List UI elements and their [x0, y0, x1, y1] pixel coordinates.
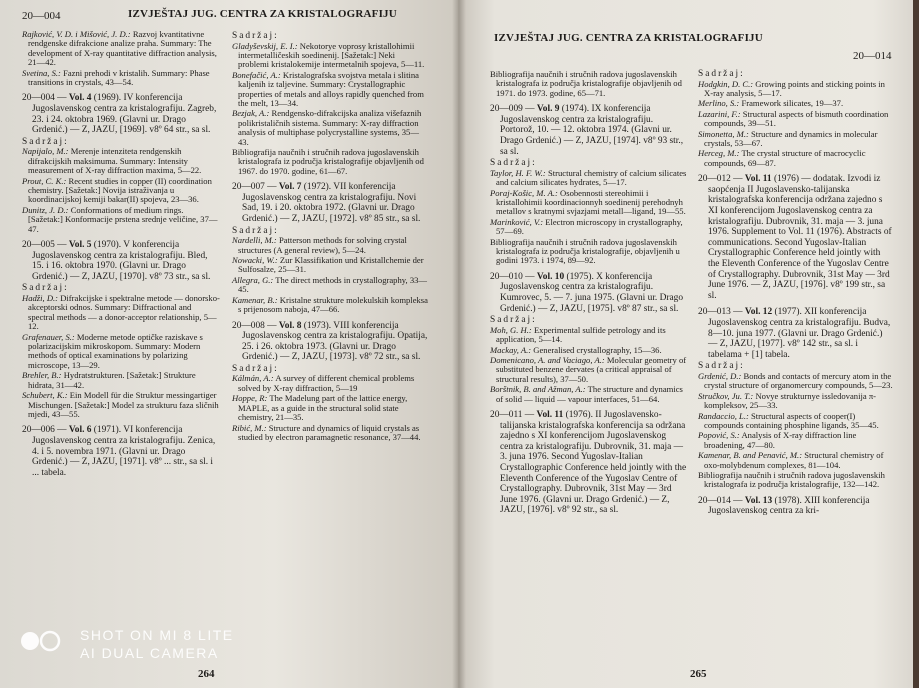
contents-item: [232, 296, 428, 315]
entry-body: [490, 272, 688, 314]
entry-text: (1975). X konferencija Jugoslavenskog centra za kristalografiju. Kumrovec, 5. — 7. juna 1975. (Glavni ur. Drago Grdenić.) — Z, JAZU, [1975]. v8º 87 str., sa sl.: [500, 271, 684, 314]
contents-item: [490, 385, 688, 404]
left-runhead-number: 20—004: [22, 10, 61, 22]
left-page-number: 264: [198, 668, 215, 680]
contents-text: Osobennosti stereohimii i kristallohimii koordinacionnyh soedinenij perehodnyh metallov s kratnymi svjazjami metall—ligand, 19—55.: [496, 187, 686, 217]
contents-item: [232, 42, 428, 70]
entry-volume: Vol. 11: [536, 410, 564, 421]
contents-list: [698, 80, 894, 169]
contents-list: [490, 169, 688, 266]
contents-author: Randaccio, L.:: [698, 410, 749, 421]
contents-text: The Madelung part of the lattice energy, MAPLE, as a guide in the structural solid state chemistry, 21—35.: [238, 393, 408, 423]
contents-text: Fazni prehodi v kristalih. Summary: Phase transitions in crystals, 43—54.: [28, 67, 210, 88]
entry-volume: Vol. 9: [536, 104, 560, 115]
contents-heading: Sadržaj:: [698, 69, 745, 79]
contents-item: [698, 80, 894, 99]
contents-author: Moh, G. H.:: [490, 324, 532, 335]
contents-author: Allegra, G.:: [232, 274, 274, 285]
contents-item: [232, 374, 428, 393]
contents-author: Prout, C. K.:: [22, 175, 67, 186]
contents-text: The structure and dynamics of solid — liquid — vapour interfaces, 51—64.: [496, 384, 683, 404]
contents-text: Razvoj kvantitativne rendgenske difrakcione analize praha. Summary: The development of X-ray quantitative diffraction analysis, 21—42.: [28, 29, 217, 68]
right-page-number: 265: [690, 668, 707, 680]
contents-text: Bonds and contacts of mercury atom in the crystal structure of organomercury compounds, 5—23.: [704, 370, 893, 391]
contents-author: Kamenar, B.:: [232, 294, 278, 305]
contents-item: [232, 236, 428, 255]
entry-volume: Vol. 11: [744, 174, 772, 185]
entry-number: 20—011 —: [490, 410, 537, 421]
contents-item: [232, 109, 428, 147]
contents-heading: Sadržaj:: [490, 315, 537, 326]
contents-heading: Sadržaj:: [232, 225, 279, 236]
contents-author: Herceg, M.:: [698, 148, 740, 159]
right-column-2: [698, 68, 894, 523]
contents-author: Hadži, D.:: [22, 293, 59, 304]
contents-author: Merlino, S.:: [698, 98, 740, 109]
contents-author: Simonetta, M.:: [698, 128, 749, 139]
contents-author: Bezjak, A.:: [232, 108, 270, 119]
entry-number: 20—013 —: [698, 307, 745, 318]
entry-text: (1976). II Jugoslavensko-talijanska kristalografska konferencija sa održana zajedno s XI konferencijom Jugoslavenskog centra za kristalografiju. Dubrovnik, 31. maja — 3. juna 1976. Second Yugoslav-Italian Crystallographic Conference held jointly with the Eleventh Conference of the Yugoslav Centre of Crystallography. Dubrovnik, 31st May — 3rd June 1976. (Glavni ur. Drago Grdenić.) — Z, JAZU, [1976]. v8º 92 str., sa sl.: [500, 410, 687, 516]
bibliography-entry: [698, 174, 894, 301]
bibliography-entry: [490, 104, 688, 266]
contents-text: Bibliografija naučnih i stručnih radova jugoslavenskih kristalografa iz područja kristalografije, objavljenih u godini 1973. i 1974, 89—92.: [490, 236, 680, 266]
contents-item: [490, 189, 688, 217]
contents-item: [22, 147, 220, 175]
contents-item: [490, 238, 688, 266]
contents-item: [490, 356, 688, 384]
contents-heading: Sadržaj:: [698, 361, 745, 372]
contents-author: Brehler, B.:: [22, 370, 62, 381]
entry-volume: Vol. 10: [536, 271, 565, 282]
entry-text: (1974). IX konferencija Jugoslavenskog centra za kristalografiju. Portorož, 10. — 12. oktobra 1974. (Glavni ur. Drago Grdenić.) — Z, JAZU, [1974]. v8º 93 str., sa sl.: [500, 104, 684, 157]
contents-text: Generalised crystallography, 15—36.: [533, 344, 662, 355]
entry-number: 20—007 —: [232, 182, 279, 193]
bibliography-entry: [698, 307, 894, 489]
contents-text: Hydratstrukturen. [Sažetak:] Strukture hidrata, 31—42.: [28, 370, 196, 390]
contents-text: Structural chemistry of calcium silicates and calcium silicates hydrates, 5—17.: [496, 167, 687, 188]
entry-body: [22, 240, 220, 282]
bibliography-entry: [698, 496, 894, 517]
contents-text: Difrakcijske i spektralne metode — donorsko-akceptorski odnos. Summary: Diffractional and spectral methods — a donor-acceptor relationship, 5—12.: [28, 293, 220, 332]
contents-author: Marinković, V.:: [490, 216, 544, 227]
bibliography-entry: [22, 240, 220, 419]
entry-number: 20—008 —: [232, 320, 279, 331]
bibliography-entry: [22, 93, 220, 234]
bibliography-entry: [490, 272, 688, 404]
contents-heading: Sadržaj:: [232, 31, 279, 41]
entry-number: 20—006 —: [22, 425, 69, 436]
contents-text: Structure and dynamics in molecular crystals, 53—67.: [704, 128, 878, 149]
bibliography-entry: [232, 182, 428, 314]
contents-author: Svetina, S.:: [22, 67, 61, 78]
contents-heading: Sadržaj:: [22, 136, 69, 147]
book-edge: [913, 0, 919, 688]
entry-body: [232, 182, 428, 224]
entry-text: (1972). VII konferencija Jugoslavenskog centra za kristalografiju. Novi Sad, 19. i 20. oktobra 1972. (Glavni ur. Drago Grdenić.) — Z, JAZU, [1972]. v8º 85 str., sa sl.: [242, 182, 421, 225]
contents-item: [698, 110, 894, 129]
contents-item: [698, 471, 894, 490]
entry-number: 20—005 —: [22, 240, 69, 251]
entry-volume: Vol. 13: [744, 495, 773, 506]
contents-item: [490, 169, 688, 188]
contents-author: Hodgkin, D. C.:: [698, 78, 754, 89]
contents-author: Domenicano, A. and Vaciago, A.:: [490, 355, 605, 366]
contents-text: Zur Klassifikation und Kristallchemie der Sulfosalze, 25—31.: [238, 255, 424, 275]
contents-text: Experimental sulfide petrology and its application, 5—14.: [496, 324, 666, 345]
contents-text: Kristalne strukture molekulskih kompleksa s prijenosom naboja, 47—66.: [238, 294, 428, 315]
contents-text: Analysis of X-ray diffraction line broadening, 47—80.: [704, 430, 857, 450]
contents-text: Kristalografska svojstva metala i slitina kaljenih iz taljevine. Summary: Crystallographic properties of metals and alloys rapidly quenched from the melt, 13—34.: [238, 69, 424, 109]
contents-text: Framework silicates, 19—37.: [741, 98, 844, 109]
contents-text: The crystal structure of macrocyclic compounds, 69—87.: [704, 148, 866, 168]
entry-volume: Vol. 8: [278, 320, 302, 331]
contents-item: [490, 346, 688, 355]
contents-text: Moderne metode optičke raziskave s polarizacijskim mikroskopom. Summary: Modern methods of optical examinations by polarizing microscope, 13—29.: [28, 331, 203, 370]
contents-text: Conformations of medium rings. [Sažetak:] Konformacije prstena srednje veličine, 37—47.: [28, 204, 218, 234]
contents-text: Rendgensko-difrakcijska analiza višefaznih polikristaličnih sistema. Summary: X-ray diffraction analysis of multiphase polycrystalline systems, 35—43.: [238, 108, 422, 147]
entry-body: [698, 307, 894, 360]
bibliography-entry: [232, 321, 428, 443]
contents-item: [698, 392, 894, 411]
contents-item: [232, 394, 428, 422]
contents-author: Nowacki, W.:: [232, 255, 278, 266]
contents-author: Lazarini, F.:: [698, 108, 741, 119]
left-column-1: [22, 30, 220, 484]
contents-item: [22, 333, 220, 371]
contents-item: [232, 276, 428, 295]
book-gutter: [452, 0, 466, 688]
contents-item: [698, 451, 894, 470]
entry-number: 20—012 —: [698, 174, 745, 185]
contents-author: Popović, S.:: [698, 430, 740, 441]
contents-text: Patterson methods for solving crystal structures (A general review), 5—24.: [238, 235, 407, 255]
entry-number: 20—014 —: [698, 495, 745, 506]
contents-author: Nardelli, M.:: [232, 235, 277, 246]
entry-volume: Vol. 6: [68, 425, 92, 436]
contents-author: Bonefačić, A.:: [232, 69, 281, 80]
contents-text: Merenje intenziteta rendgenskih difrakcijskih maksimuma. Summary: Intensity measurement of X-ray diffraction maxima, 5—22.: [28, 146, 202, 176]
contents-item: [698, 130, 894, 149]
entry-text: (1978). XIII konferencija Jugoslavenskog centra za kri-: [708, 495, 870, 517]
contents-author: Grdenić, D.:: [698, 370, 742, 381]
entry-text: (1970). V konferencija Jugoslavenskog centra za kristalografiju. Bled, 15. i 16. oktobra 1970. (Glavni ur. Drago Grdenić.) — Z, JAZU, [1970]. v8º 73 str., sa sl.: [32, 240, 211, 282]
contents-item: [22, 294, 220, 332]
contents-item: [232, 71, 428, 109]
left-column-2: [232, 30, 428, 448]
entry-body: [22, 425, 220, 478]
contents-list: [232, 236, 428, 314]
contents-list: [22, 294, 220, 419]
contents-text: Structural aspects of bismuth coordination compounds, 39—51.: [704, 108, 889, 129]
contents-text: Bibliografija naučnih i stručnih radova jugoslavenskih kristalografa iz područja kristalografije objavljenih od 1971. do 1973. godine, 65—71.: [490, 69, 682, 98]
contents-text: Ein Modell für die Struktur messingartiger Mischungen. [Sažetak:] Model za strukturu faza sličnih mjedi, 43—55.: [28, 390, 219, 419]
left-runhead-title: IZVJEŠTAJ JUG. CENTRA ZA KRISTALOGRAFIJU: [128, 8, 397, 20]
contents-item: [490, 326, 688, 345]
watermark-line-1: SHOT ON MI 8 LITE: [80, 627, 234, 643]
contents-item: [22, 69, 220, 88]
entry-volume: Vol. 12: [744, 307, 773, 318]
contents-text: Recent studies in copper (II) coordination chemistry. [Sažetak:] Novija istraživanja u koordinacijskoj kemiji bakar(II) spojeva, 23—36.: [28, 175, 212, 205]
contents-author: Schubert, K.:: [22, 390, 68, 401]
contents-author: Dunitz, J. D.:: [22, 204, 69, 215]
contents-list: [22, 30, 220, 87]
contents-item: [698, 149, 894, 168]
contents-heading: Sadržaj:: [22, 283, 69, 294]
contents-text: A survey of different chemical problems solved by X-ray diffraction, 5—19: [238, 373, 415, 393]
contents-item: [22, 30, 220, 68]
contents-item: [490, 70, 688, 98]
contents-author: Mackay, A.:: [490, 344, 532, 355]
entry-text: (1976) — dodatak. Izvodi iz saopćenja II Jugoslavensko-talijanska kristalografska konferencija održana zajedno s XI konferencijom Jugoslavenskog centra za kristalografiju. Dubrovnik, 31. maja — 3. juna 1976. Supplement to Vol. 11 (1976). Abstracts of communications. Second Yugoslav-Italian Crystallographic Conference held jointly with the Eleventh Conference of the Yugoslav Centre of Crystallography. Dubrovnik, 31st May — 3rd June 1976. — Z, JAZU, [1976]. v8º 199 str., sa sl.: [708, 174, 892, 301]
contents-text: Growing points and sticking points in X-ray analysis, 5—17.: [704, 78, 885, 98]
contents-author: Ribić, M.:: [232, 422, 267, 433]
contents-text: Novye strukturnye issledovanija π-kompleksov, 25—33.: [704, 390, 877, 411]
contents-author: Kamenar, B. and Penavić, M.:: [698, 450, 803, 461]
contents-list: [22, 147, 220, 234]
entry-number: 20—004 —: [22, 93, 69, 104]
entry-volume: Vol. 4: [68, 93, 92, 104]
contents-list: [698, 372, 894, 490]
entry-body: [490, 410, 688, 516]
contents-author: Borštnik, B. and Ažman, A.:: [490, 384, 586, 395]
contents-item: [232, 424, 428, 443]
contents-item: [22, 391, 220, 419]
contents-item: [698, 372, 894, 391]
contents-text: Structural chemistry of oxo-molybdenum complexes, 81—104.: [704, 450, 884, 470]
contents-item: [698, 431, 894, 450]
right-runhead-number: 20—014: [853, 50, 892, 62]
contents-author: Gladyševskij, E. I.:: [232, 40, 298, 51]
entry-body: [22, 93, 220, 135]
contents-text: Structure and dynamics of liquid crystals as studied by electron paramagnetic resonance, 37—44.: [238, 422, 421, 442]
contents-text: Molecular geometry of substituted benzene dervates (a critical appraisal of structural results), 37—50.: [496, 355, 687, 384]
right-column-1: [490, 70, 688, 522]
bibliography-entry: [490, 410, 688, 516]
entry-text: (1973). VIII konferencija Jugoslavenskog centra za kristalografiju. Opatija, 25. i 26. oktobra 1973. (Glavni ur. Drago Grdenić.) — Z, JAZU, [1973]. v8º 72 str., sa sl.: [242, 320, 428, 363]
contents-author: Stručkov, Ju. T.:: [698, 390, 754, 401]
right-page: [458, 0, 919, 688]
contents-text: Structural aspects of cooper(I) compounds containing phosphine ligands, 35—45.: [704, 410, 879, 430]
contents-author: Poraj-Košic, M. A.:: [490, 187, 558, 198]
contents-list: [232, 374, 428, 442]
bibliography-entry: [22, 425, 220, 478]
camera-logo-icon: [20, 627, 68, 655]
contents-list: [232, 42, 428, 177]
entry-body: [698, 496, 894, 517]
contents-text: Bibliografija naučnih i stručnih radova jugoslavenskih kristalografa iz područja kristalografije objavljenih od 1967. do 1970. godine, 61—67.: [232, 147, 424, 176]
contents-item: [232, 148, 428, 176]
contents-text: The direct methods in crystallography, 33—45.: [238, 274, 428, 295]
left-page: [0, 0, 458, 688]
entry-body: [698, 174, 894, 301]
contents-text: Electron microscopy in crystallography, 57—69.: [496, 216, 683, 237]
contents-item: [22, 177, 220, 205]
contents-author: Hoppe, R:: [232, 393, 268, 404]
contents-item: [22, 371, 220, 390]
contents-text: Bibliografija naučnih i stručnih radova jugoslavenskih kristalografa iz područja kristalografije, 132—142.: [698, 470, 885, 490]
entry-volume: Vol. 7: [278, 182, 302, 193]
contents-list: [490, 70, 688, 98]
entry-number: 20—009 —: [490, 104, 537, 115]
contents-heading: Sadržaj:: [232, 363, 279, 374]
entry-number: 20—010 —: [490, 271, 537, 282]
contents-list: [490, 326, 688, 404]
entry-text: (1971). VI konferencija Jugoslavenskog centra za kristalografiju. Zenica, 4. i 5. novembra 1971. (Glavni ur. Drago Grdenić.) — Z, JAZU, [1971]. v8º ... str., sa sl. i ... tabela.: [32, 425, 216, 478]
entry-body: [232, 321, 428, 363]
contents-author: Taylor, H. F. W.:: [490, 167, 546, 178]
contents-item: [22, 206, 220, 234]
watermark-line-2: AI DUAL CAMERA: [80, 645, 219, 661]
right-runhead-title: IZVJEŠTAJ JUG. CENTRA ZA KRISTALOGRAFIJU: [494, 32, 763, 44]
contents-text: Nekotorye voprosy kristallohimii intermetalličeskih soedinenij. [Sažetak:] Neki problemi kristalokemije intermetalnih spojeva, 5—11.: [238, 40, 425, 70]
contents-author: Kálmán, A.:: [232, 373, 274, 384]
entry-text: (1969). IV konferencija Jugoslavenskog centra za kristalografiju. Zagreb, 23. i 24. oktobra 1969. (Glavni ur. Drago Grdenić.) — Z, JAZU, [1969]. v8º 64 str., sa sl.: [32, 93, 217, 136]
contents-item: [232, 256, 428, 275]
contents-item: [698, 99, 894, 108]
contents-author: Napijalo, M.:: [22, 146, 69, 157]
contents-heading: Sadržaj:: [490, 158, 537, 169]
entry-body: [490, 104, 688, 157]
contents-item: [698, 412, 894, 431]
contents-author: Grafenauer, S.:: [22, 331, 75, 342]
contents-item: [490, 218, 688, 237]
entry-text: (1977). XII konferencija Jugoslavenskog centra za kristalografiju. Budva, 8—10. juna 1977. (Glavni ur. Drago Grdenić.) — Z, JAZU, [1977]. v8º 142 str., sa sl. i tabelama + [1] tabela.: [708, 307, 891, 360]
entry-volume: Vol. 5: [68, 240, 92, 251]
contents-author: Rajković, V. D. i Mišović, J. D.:: [22, 29, 131, 39]
